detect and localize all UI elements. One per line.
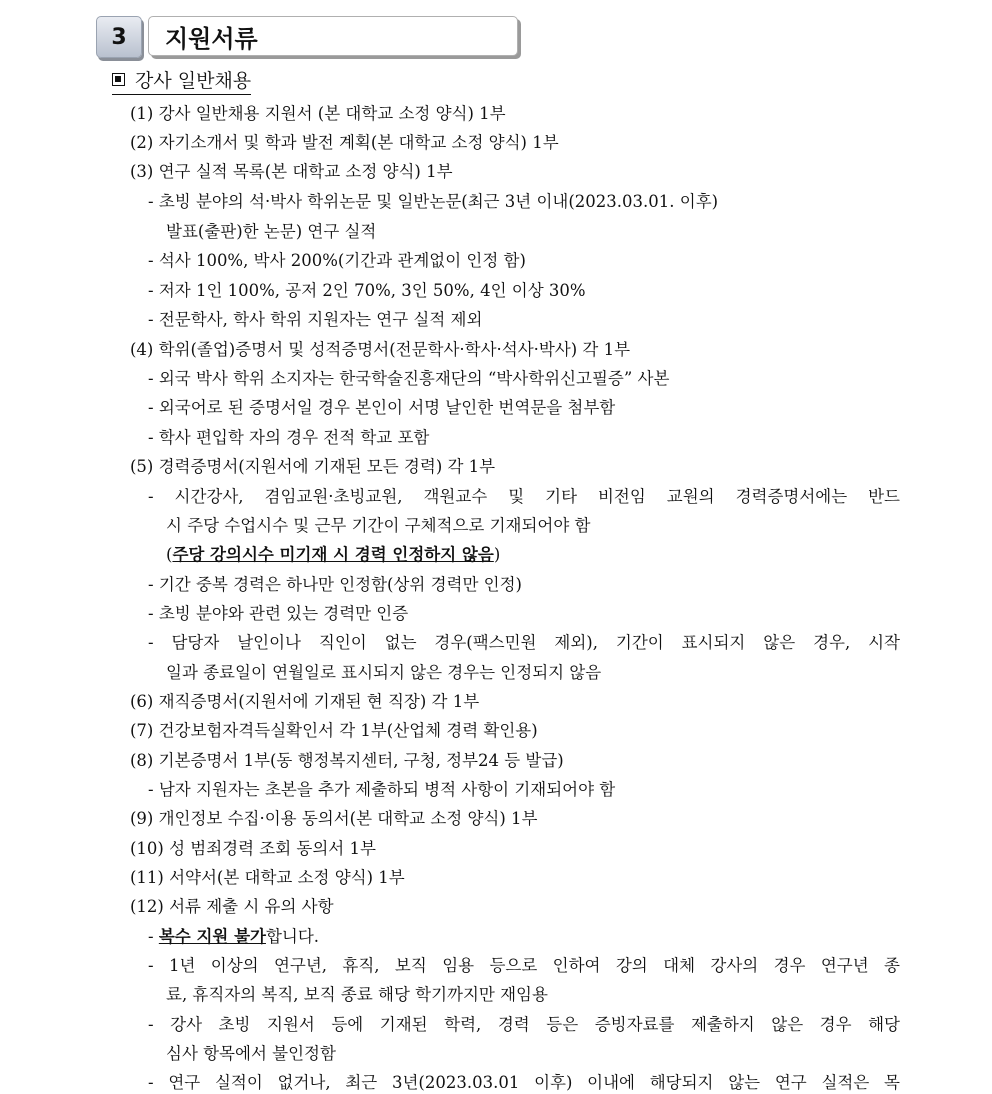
item-3-sub-a-cont: 발표(출판)한 논문) 연구 실적 [166,222,377,241]
item-12-sub-c: - 강사 초빙 지원서 등에 기재된 학력, 경력 등은 증빙자료를 제출하지 않은 경우 해당 [148,1015,900,1034]
section-number: 3 [96,16,142,58]
item-2: (2) 자기소개서 및 학과 발전 계획(본 대학교 소정 양식) 1부 [130,133,559,152]
section-title: 지원서류 [148,16,518,56]
section-header [96,14,526,60]
filled-square-icon [112,73,125,86]
item-12-sub-d: - 연구 실적이 없거나, 최근 3년(2023.03.01 이후) 이내에 해당되지 않는 연구 실적은 목 [148,1073,900,1092]
item-12-sub-b: - 1년 이상의 연구년, 휴직, 보직 임용 등으로 인하여 강의 대체 강사의 경우 연구년 종 [148,956,900,975]
item-6: (6) 재직증명서(지원서에 기재된 현 직장) 각 1부 [130,692,480,711]
item-5-sub-d: - 담당자 날인이나 직인이 없는 경우(팩스민원 제외), 기간이 표시되지 않은 경우, 시작 [148,633,900,652]
item-8: (8) 기본증명서 1부(동 행정복지센터, 구청, 정부24 등 발급) [130,751,564,770]
subheading [112,66,251,95]
note-bold-text: 주당 강의시수 미기재 시 경력 인정하지 않음 [172,545,494,564]
item-5-note [166,544,500,566]
item-11: (11) 서약서(본 대학교 소정 양식) 1부 [130,868,405,887]
item-5-sub-b: - 기간 중복 경력은 하나만 인정함(상위 경력만 인정) [148,575,522,594]
item-3-sub-d: - 전문학사, 학사 학위 지원자는 연구 실적 제외 [148,310,483,329]
item-4-sub-c: - 학사 편입학 자의 경우 전적 학교 포함 [148,428,430,447]
dash: - [148,927,159,946]
item-3-sub-c: - 저자 1인 100%, 공저 2인 70%, 3인 50%, 4인 이상 30% [148,281,586,300]
rest-text: 합니다. [265,927,320,946]
item-5-sub-a-cont: 시 주당 수업시수 및 근무 기간이 구체적으로 기재되어야 함 [166,516,591,535]
item-7: (7) 건강보험자격득실확인서 각 1부(산업체 경력 확인용) [130,721,538,740]
item-9: (9) 개인정보 수집·이용 동의서(본 대학교 소정 양식) 1부 [130,809,538,828]
item-5: (5) 경력증명서(지원서에 기재된 모든 경력) 각 1부 [130,457,496,476]
item-4: (4) 학위(졸업)증명서 및 성적증명서(전문학사·학사·석사·박사) 각 1부 [130,340,631,359]
note-close-paren: ) [493,545,501,564]
item-3-sub-b: - 석사 100%, 박사 200%(기간과 관계없이 인정 함) [148,251,526,270]
item-12-sub-c-cont: 심사 항목에서 불인정함 [166,1044,336,1063]
item-1: (1) 강사 일반채용 지원서 (본 대학교 소정 양식) 1부 [130,104,506,123]
item-8-sub-a: - 남자 지원자는 초본을 추가 제출하되 병적 사항이 기재되어야 함 [148,780,616,799]
item-5-sub-a: - 시간강사, 겸임교원·초빙교원, 객원교수 및 기타 비전임 교원의 경력증명서에는 반드 [148,487,900,506]
item-3-sub-a: - 초빙 분야의 석·박사 학위논문 및 일반논문(최근 3년 이내(2023.03.01. 이후) [148,192,719,211]
item-5-sub-c: - 초빙 분야와 관련 있는 경력만 인증 [148,604,409,623]
note-open-paren: ( [166,545,173,564]
subheading-text: 강사 일반채용 [135,70,252,92]
item-4-sub-b: - 외국어로 된 증명서일 경우 본인이 서명 날인한 번역문을 첨부함 [148,398,616,417]
item-4-sub-a: - 외국 박사 학위 소지자는 한국학술진흥재단의 “박사학위신고필증” 사본 [148,369,670,388]
item-3: (3) 연구 실적 목록(본 대학교 소정 양식) 1부 [130,162,453,181]
item-12: (12) 서류 제출 시 유의 사항 [130,897,334,916]
item-5-sub-d-cont: 일과 종료일이 연월일로 표시되지 않은 경우는 인정되지 않음 [166,663,602,682]
bold-underlined-text: 복수 지원 불가 [158,927,266,946]
item-12-sub-a [148,926,319,948]
item-12-sub-b-cont: 료, 휴직자의 복직, 보직 종료 해당 학기까지만 재임용 [166,985,548,1004]
item-10: (10) 성 범죄경력 조회 동의서 1부 [130,839,376,858]
